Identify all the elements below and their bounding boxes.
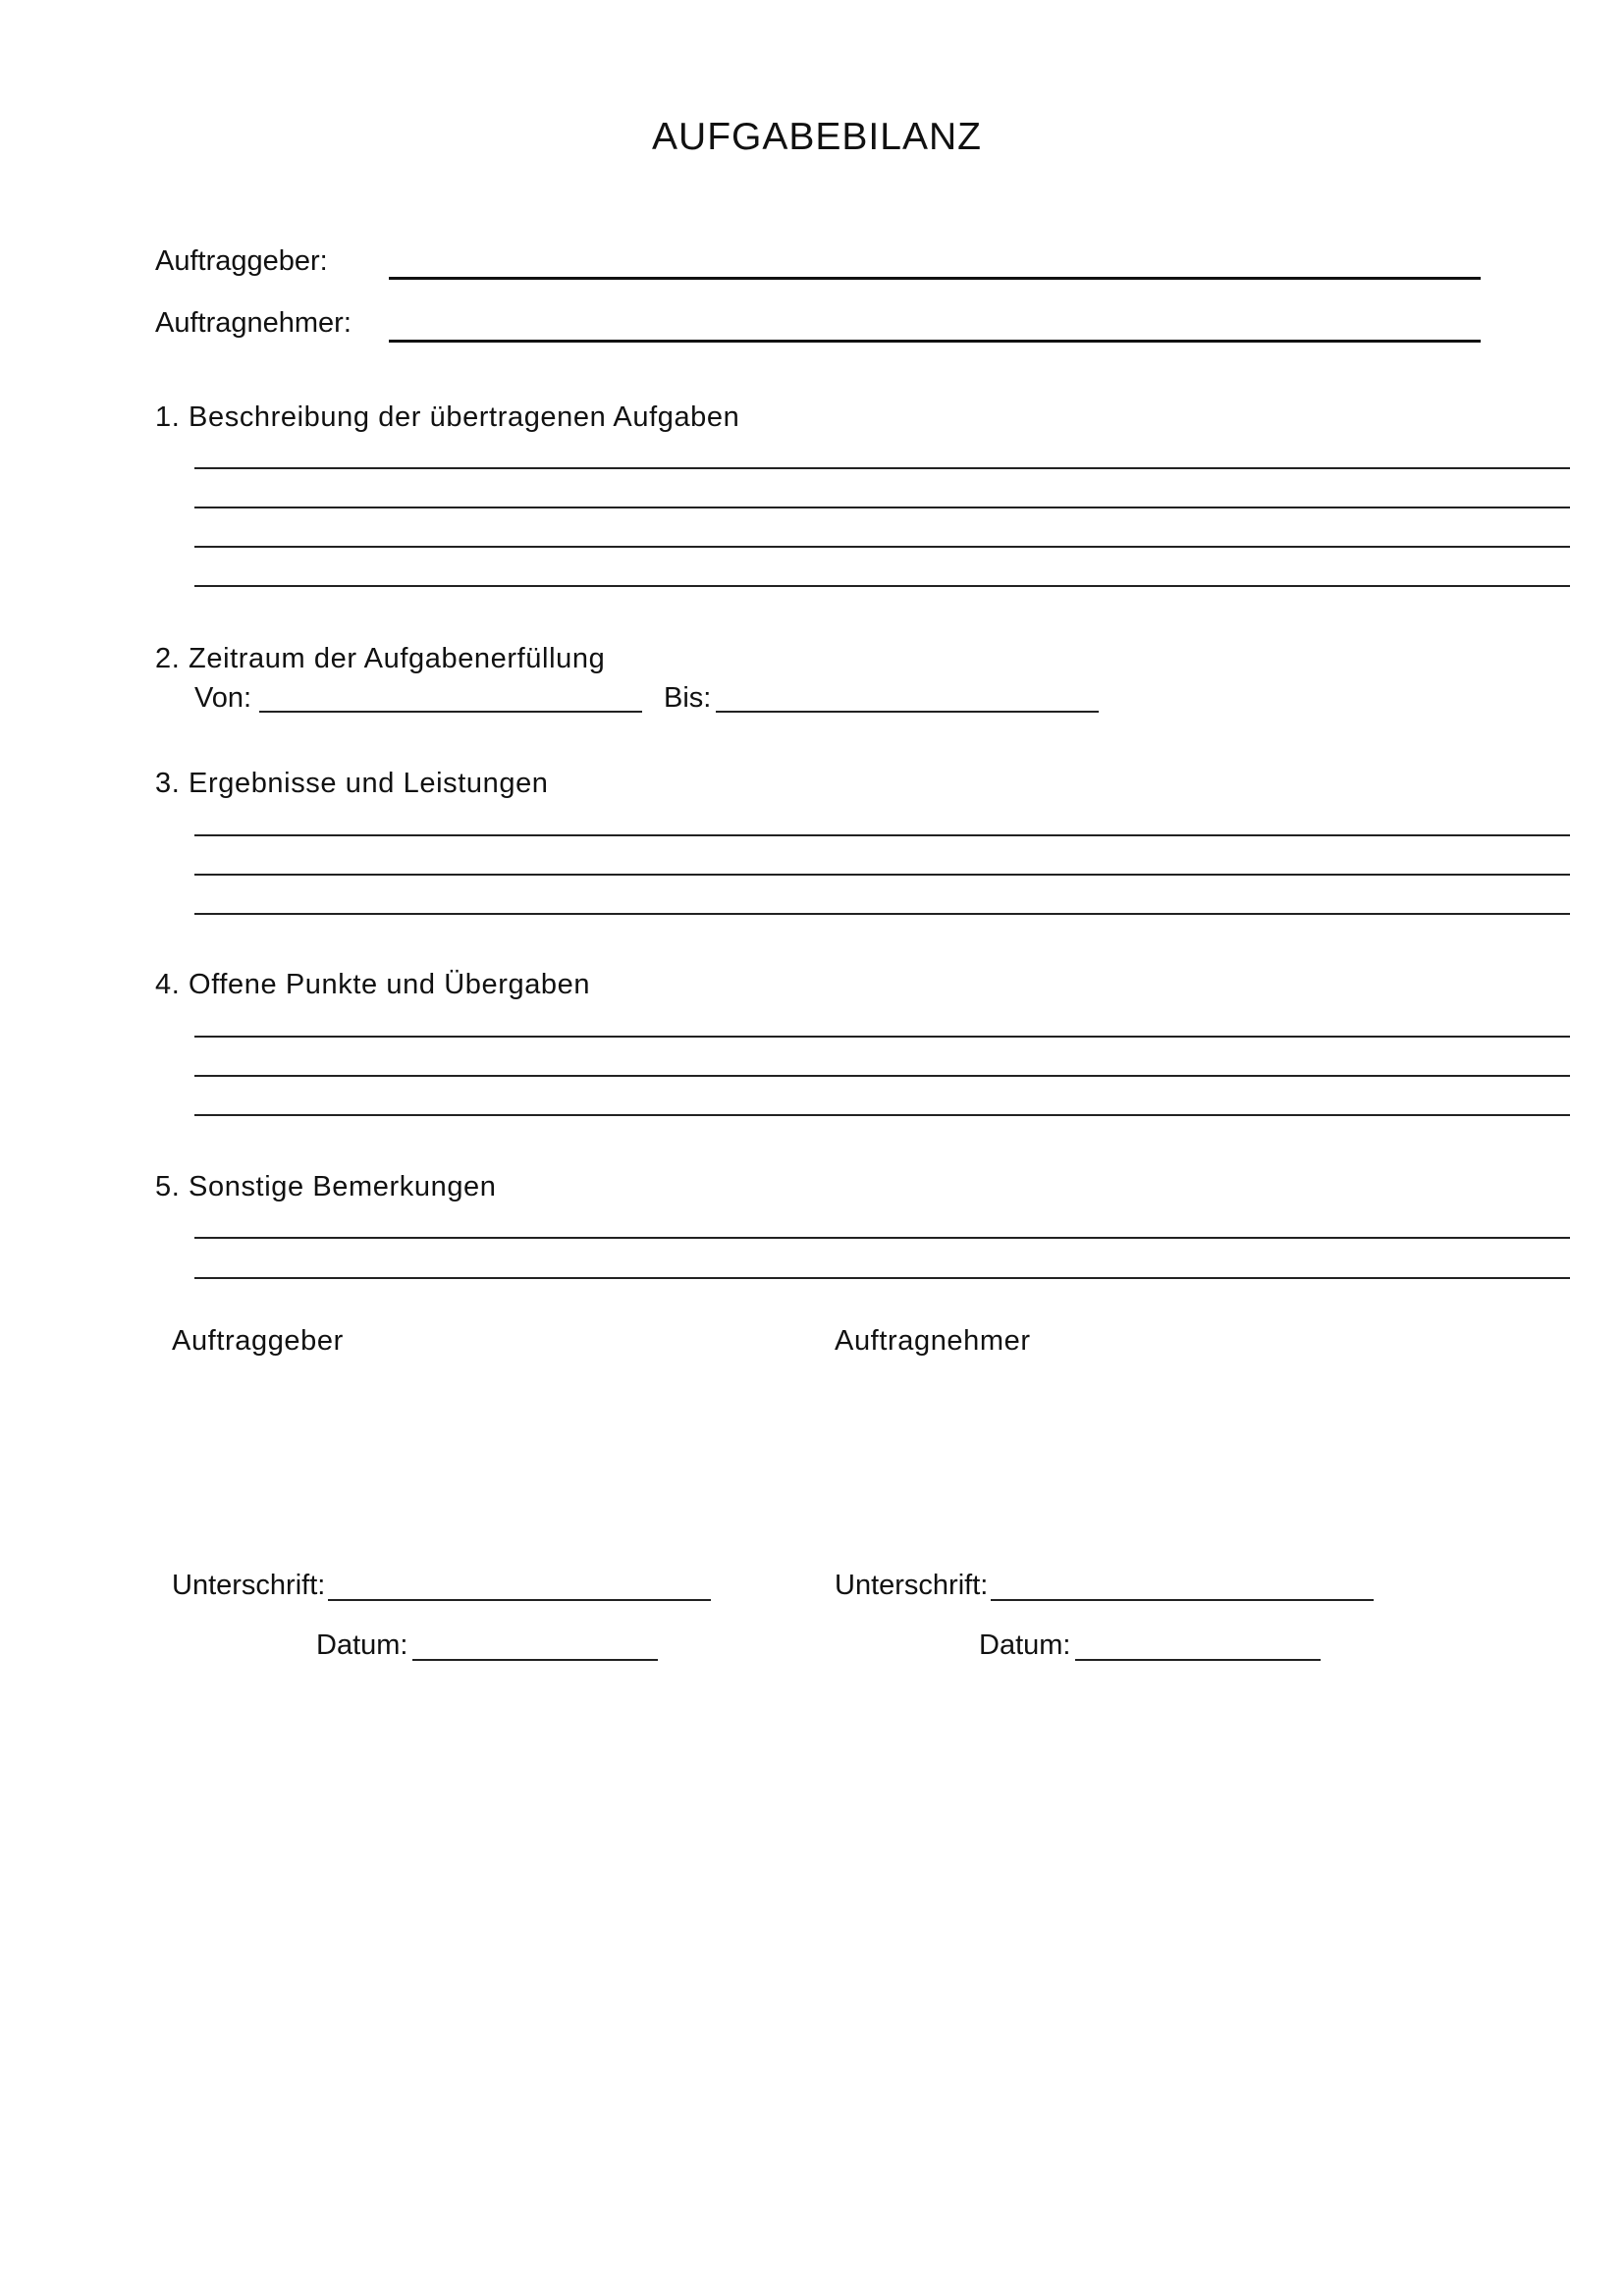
section-1-line-4[interactable] — [194, 585, 1570, 587]
section-3-line-2[interactable] — [194, 874, 1570, 876]
client-signature-label: Unterschrift: — [172, 1570, 326, 1601]
section-5-heading: 5. Sonstige Bemerkungen — [155, 1171, 497, 1202]
section-1-heading: 1. Beschreibung der übertragenen Aufgaben — [155, 401, 740, 433]
contractor-signature-line[interactable] — [991, 1599, 1374, 1601]
to-label: Bis: — [664, 682, 712, 714]
client-label: Auftraggeber: — [155, 245, 328, 277]
page-title: AUFGABEBILANZ — [652, 116, 982, 158]
section-1-line-3[interactable] — [194, 546, 1570, 548]
to-field-line[interactable] — [716, 711, 1099, 713]
contractor-field-line[interactable] — [389, 340, 1481, 343]
section-3-line-3[interactable] — [194, 913, 1570, 915]
from-label: Von: — [194, 682, 252, 714]
client-date-line[interactable] — [412, 1659, 658, 1661]
section-3-line-1[interactable] — [194, 834, 1570, 836]
contractor-date-label: Datum: — [979, 1629, 1071, 1661]
client-signature-heading: Auftraggeber — [172, 1325, 344, 1357]
contractor-signature-heading: Auftragnehmer — [835, 1325, 1031, 1357]
section-5-line-1[interactable] — [194, 1237, 1570, 1239]
client-field-line[interactable] — [389, 277, 1481, 280]
section-5-line-2[interactable] — [194, 1277, 1570, 1279]
section-3-heading: 3. Ergebnisse und Leistungen — [155, 768, 549, 799]
section-1-line-1[interactable] — [194, 467, 1570, 469]
section-4-line-2[interactable] — [194, 1075, 1570, 1077]
section-4-line-1[interactable] — [194, 1036, 1570, 1038]
client-date-label: Datum: — [316, 1629, 408, 1661]
section-2-heading: 2. Zeitraum der Aufgabenerfüllung — [155, 643, 606, 674]
contractor-date-line[interactable] — [1075, 1659, 1321, 1661]
section-1-line-2[interactable] — [194, 507, 1570, 508]
client-signature-line[interactable] — [328, 1599, 711, 1601]
section-4-line-3[interactable] — [194, 1114, 1570, 1116]
section-4-heading: 4. Offene Punkte und Übergaben — [155, 969, 591, 1000]
contractor-signature-label: Unterschrift: — [835, 1570, 989, 1601]
contractor-label: Auftragnehmer: — [155, 307, 352, 339]
from-field-line[interactable] — [259, 711, 642, 713]
